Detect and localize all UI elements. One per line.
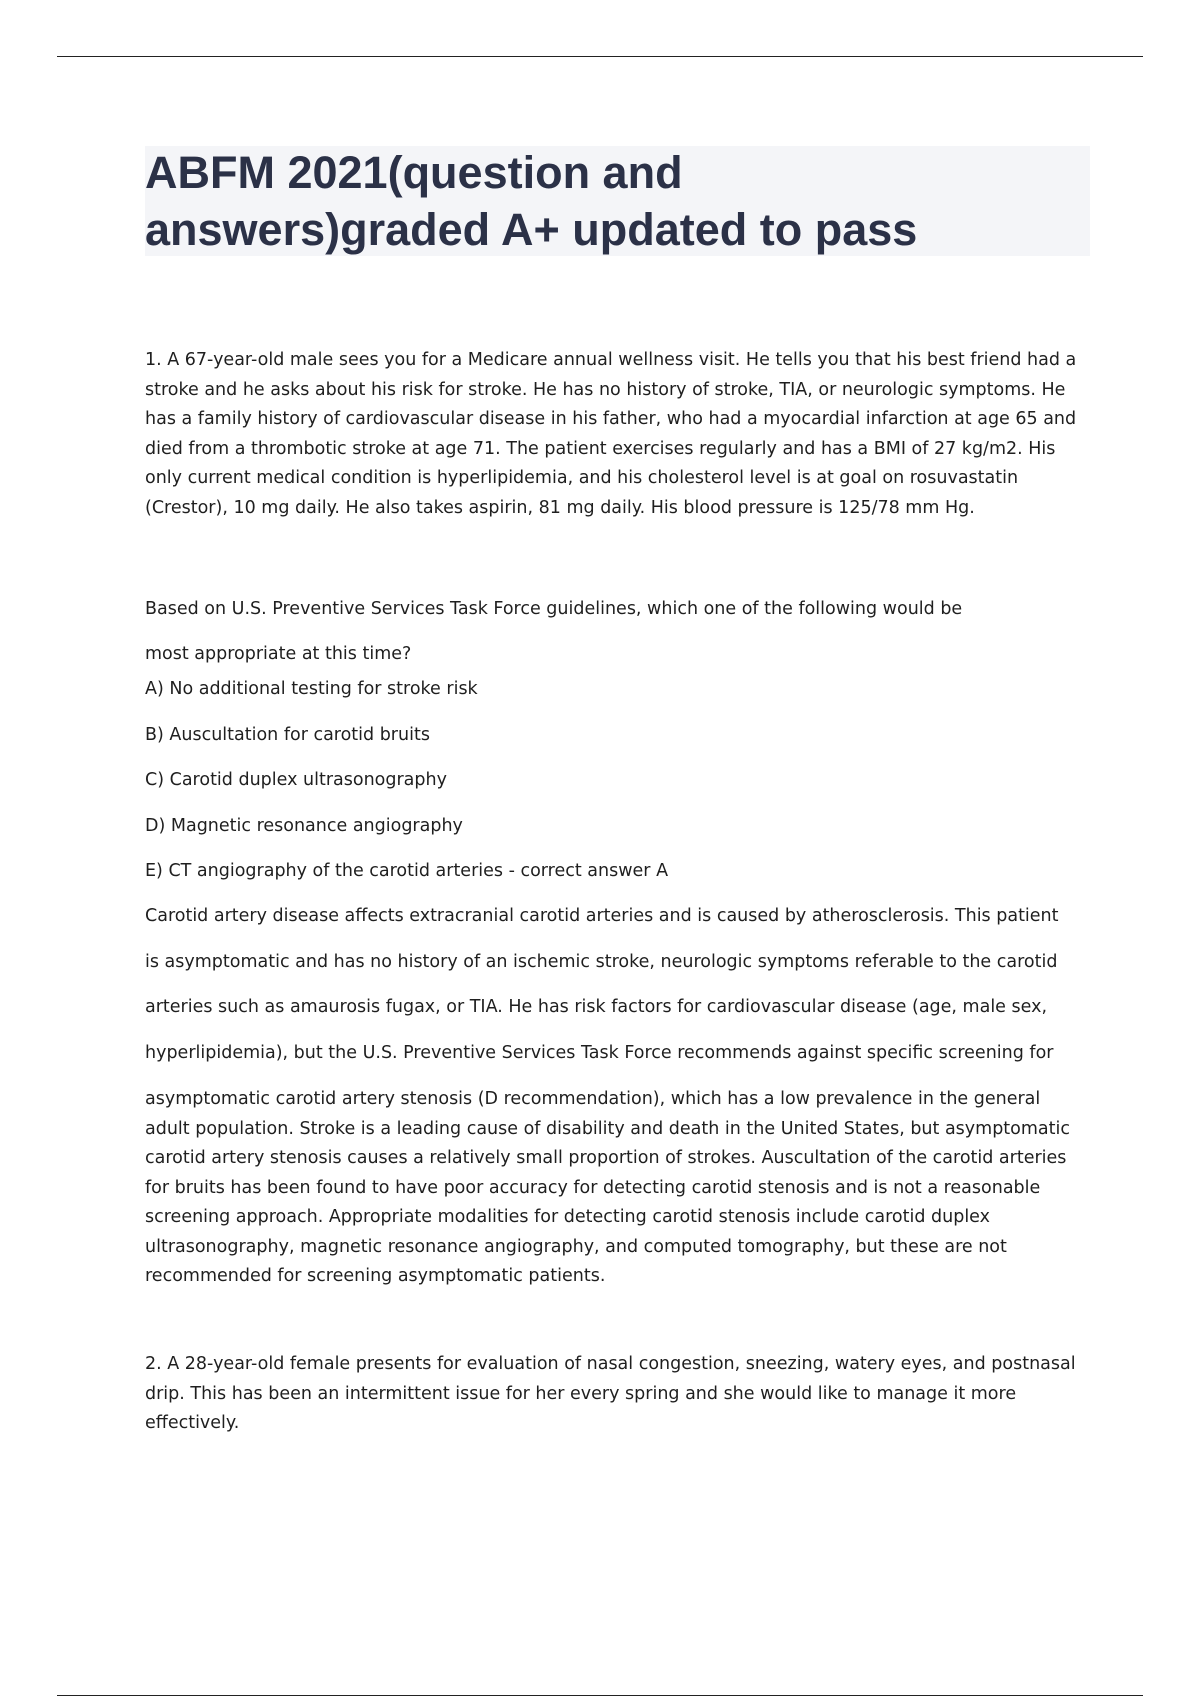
title-line-2: answers)graded A+ updated to pass [145, 204, 918, 255]
explanation-line: arteries such as amaurosis fugax, or TIA. He has risk factors for cardiovascular disease (age, male sex, [145, 997, 1048, 1018]
question-1-prompt [145, 587, 1090, 677]
document-title [145, 144, 917, 258]
explanation-line: Carotid artery disease affects extracranial carotid arteries and is caused by atherosclerosis. This patient [145, 906, 1059, 926]
prompt-line-2: most appropriate at this time? [145, 644, 412, 664]
question-2-stem: 2. A 28-year-old female presents for evaluation of nasal congestion, sneezing, watery eyes, and postnasal drip. This has been an intermittent issue for her every spring and she would like to manage it more effectively. [145, 1354, 1076, 1433]
question-1-stem: 1. A 67-year-old male sees you for a Medicare annual wellness visit. He tells you that his best friend had a stroke and he asks about his risk for stroke. He has no history of stroke, TIA, or neurologic symptoms. He has a family history of cardiovascular disease in his father, who had a myocardial infarction at age 65 and died from a thrombotic stroke at age 71. The patient exercises regularly and has a BMI of 27 kg/m2. His only current medical condition is hyperlipidemia, and his cholesterol level is at goal on rosuvastatin (Crestor), 10 mg daily. He also takes aspirin, 81 mg daily. His blood pressure is 125/78 mm Hg. [145, 350, 1077, 518]
option-e: E) CT angiography of the carotid arteries - correct answer A [145, 861, 669, 881]
header-rule [57, 56, 1143, 57]
prompt-line-1: Based on U.S. Preventive Services Task Force guidelines, which one of the following would be [145, 599, 963, 619]
option-b: B) Auscultation for carotid bruits [145, 724, 430, 745]
option-a: A) No additional testing for stroke risk [145, 679, 478, 699]
option-c: C) Carotid duplex ultrasonography [145, 770, 447, 790]
footer-rule [57, 1695, 1143, 1696]
title-banner [145, 146, 1090, 256]
explanation-body: asymptomatic carotid artery stenosis (D recommendation), which has a low prevalence in the general adult population. Stroke is a leading cause of disability and death in the United States, but asymptomatic carotid artery stenosis causes a relatively small proportion of strokes. Auscultation of the carotid arteries for bruits has been found to have poor accuracy for detecting carotid stenosis and is not a reasonable screening approach. Appropriate modalities for detecting carotid stenosis include carotid duplex ultrasonography, magnetic resonance angiography, and computed tomography, but these are not recommended for screening asymptomatic patients. [145, 1089, 1070, 1286]
option-d: D) Magnetic resonance angiography [145, 815, 463, 836]
explanation-intro [145, 894, 1090, 1077]
answer-options [145, 667, 1090, 895]
explanation-line: is asymptomatic and has no history of an ischemic stroke, neurologic symptoms referable to the carotid [145, 951, 1058, 972]
title-line-1: ABFM 2021(question and [145, 147, 683, 198]
explanation-line: hyperlipidemia), but the U.S. Preventive Services Task Force recommends against specific screening for [145, 1043, 1054, 1064]
